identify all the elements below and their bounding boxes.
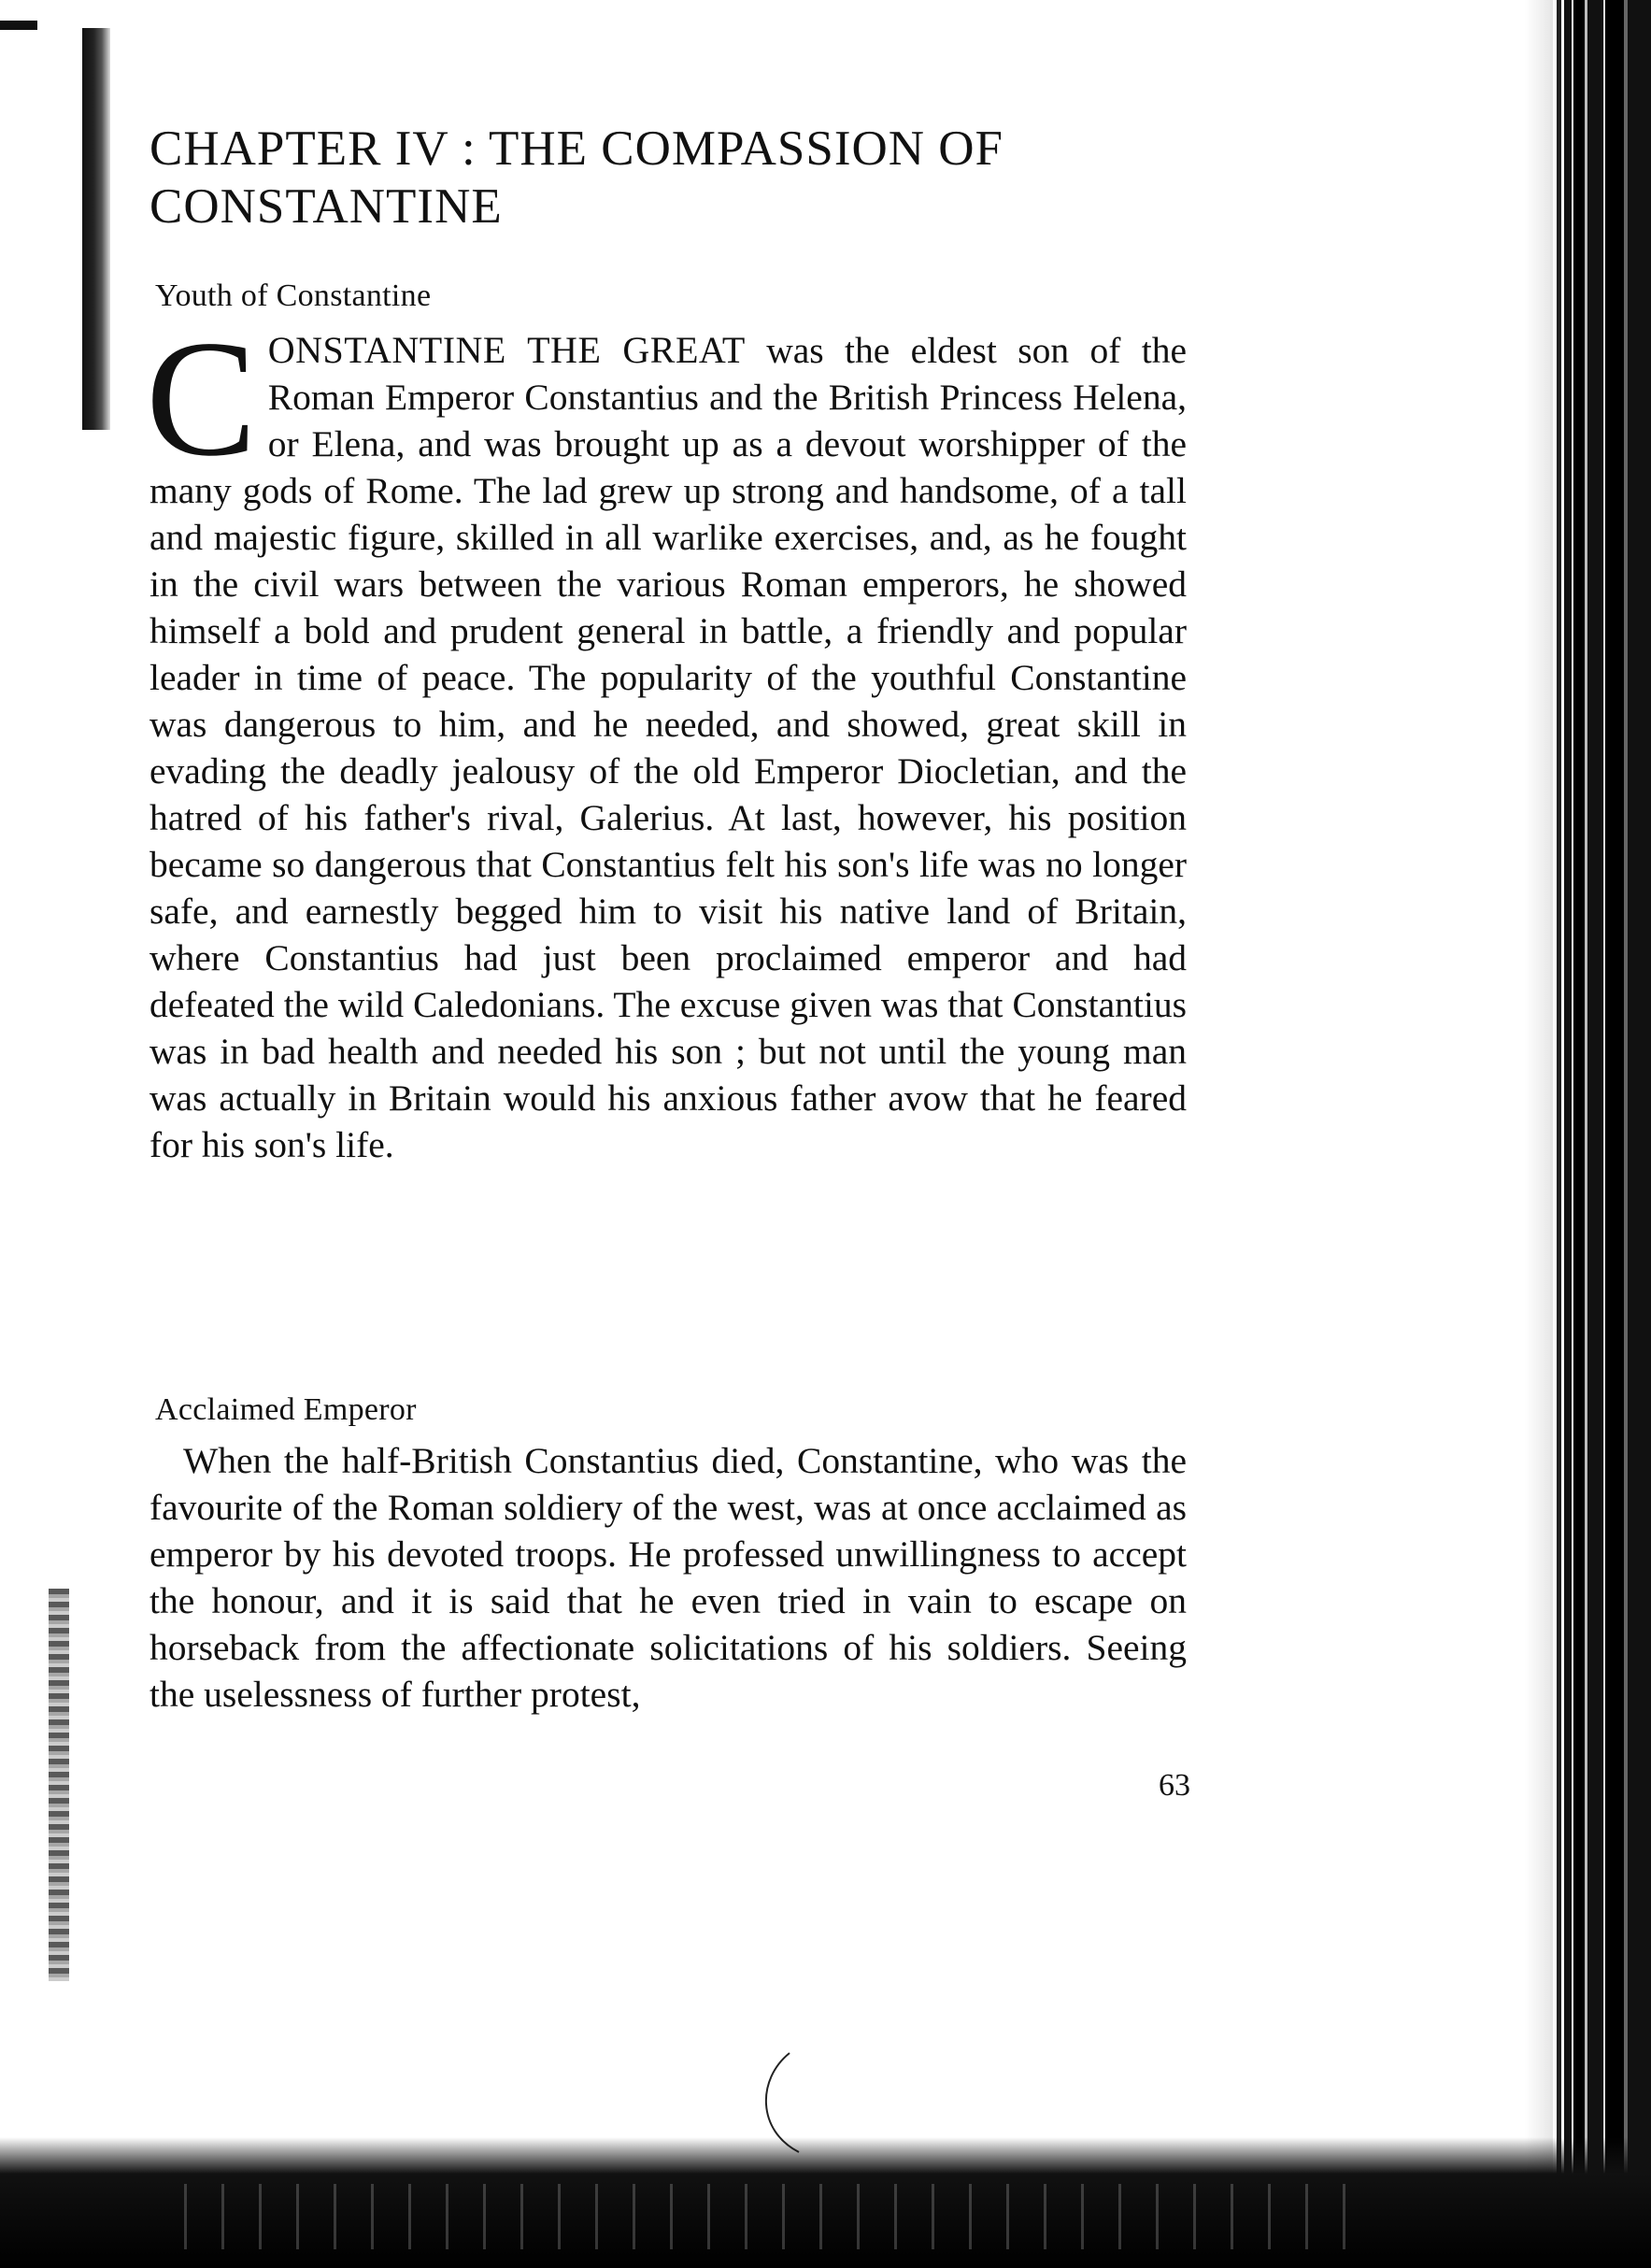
- bottom-edge-speckle: [149, 2184, 1364, 2249]
- edge-mark: [0, 21, 37, 30]
- paragraph-youth: [146, 306, 1188, 1168]
- lead-in-caps: ONSTANTINE THE GREAT: [267, 329, 746, 371]
- right-book-edge: [1553, 0, 1651, 2268]
- page-number: 63: [1159, 1768, 1190, 1803]
- edge-shadow-top: [82, 28, 110, 430]
- paragraph-youth-text: was the eldest son of the Roman Emperor Constantius and the British Princess Helena, or Elena, and was brought up as a devout worshipper of the many gods of Rome. The lad grew up strong and handsome, of a tall and majestic figure, skilled in all warlike exercises, and, as he fought in the civil wars between the various Roman emperors, he showed himself a bold and prudent general in battle, a friendly and popular leader in time of peace. The popularity of the youthful Constantine was dangerous to him, and he needed, and showed, great skill in evading the deadly jealousy of the old Emperor Diocletian, and the hatred of his father's rival, Galerius. At last, however, his position became so dangerous that Constantius felt his son's life was no longer safe, and earnestly begged him to visit his native land of Britain, where Constantius had just been proclaimed emperor and had defeated the wild Caledonians. The excuse given was that Constantius was in bad health and needed his son ; but not until the young man was actually in Britain would his anxious father avow that he feared for his son's life.: [149, 330, 1188, 1165]
- left-book-edge: [0, 0, 131, 2268]
- edge-shadow-low: [49, 1589, 69, 1981]
- chapter-title: CHAPTER IV : THE COMPASSION OF CONSTANTINE: [149, 121, 1004, 234]
- section-heading-youth: Youth of Constantine: [155, 278, 432, 313]
- drop-cap: C: [146, 306, 257, 491]
- right-edge-fade: [1525, 0, 1553, 2268]
- section-heading-acclaimed: Acclaimed Emperor: [155, 1392, 417, 1427]
- paragraph-acclaimed: When the half-British Constantius died, Constantine, who was the favourite of the Roman soldiery of the west, was at once acclaimed as emperor by his devoted troops. He professed unwillingness to accept the honour, and it is said that he even tried in vain to escape on horseback from the affectionate solicitations of his soldiers. Seeing the uselessness of further protest,: [149, 1440, 1187, 1715]
